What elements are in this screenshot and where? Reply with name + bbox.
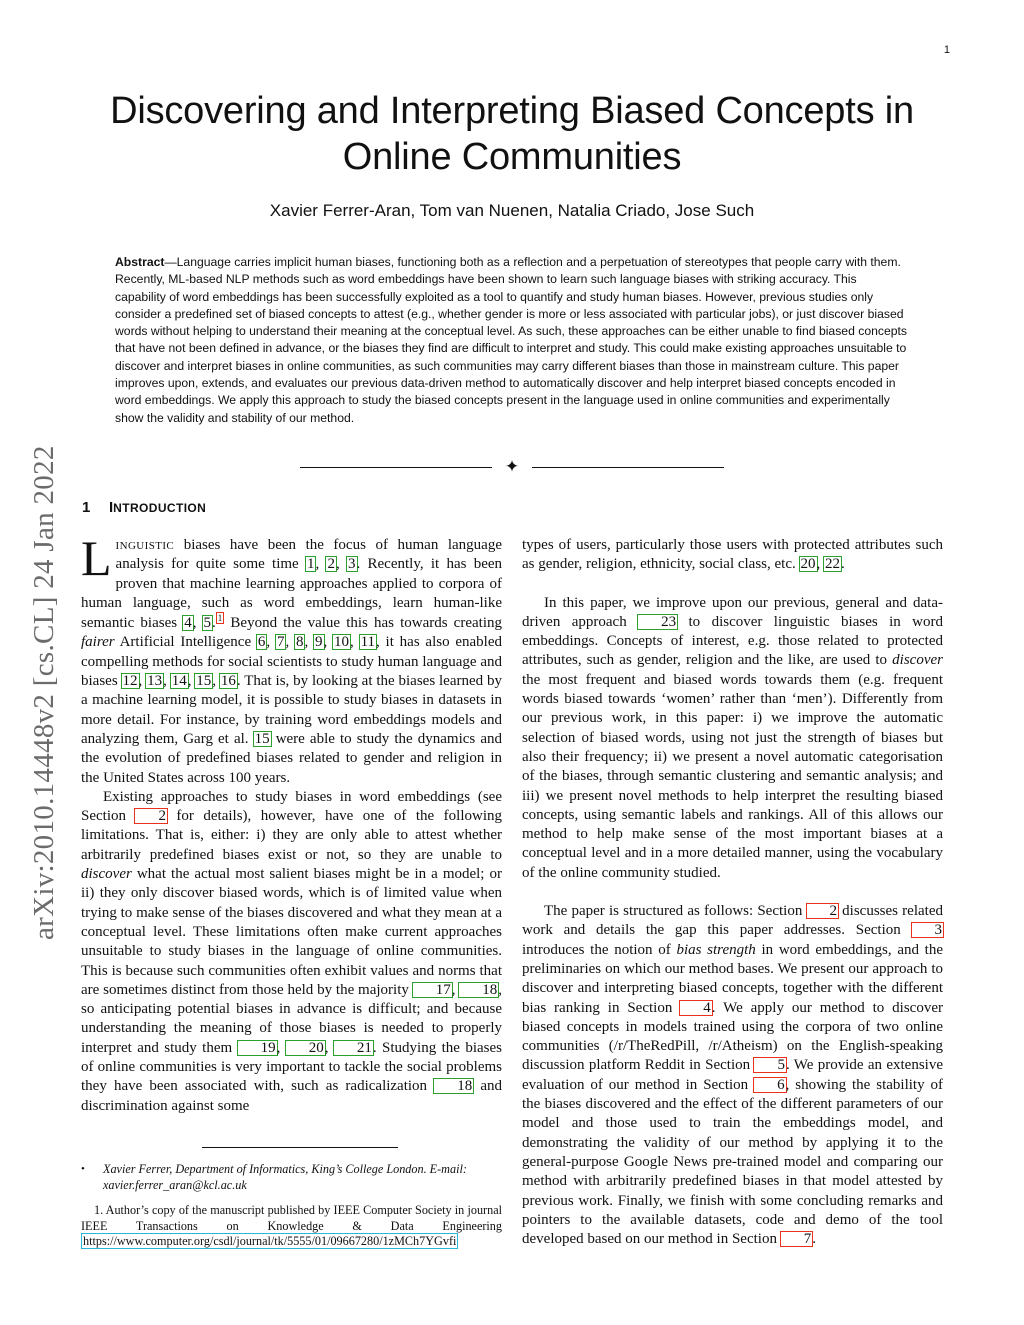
author-list: Xavier Ferrer-Aran, Tom van Nuenen, Natalia Criado, Jose Such xyxy=(269,201,755,220)
citation-link[interactable]: 12 xyxy=(122,673,138,690)
citation-link[interactable]: 22 xyxy=(825,556,840,573)
citation-link[interactable]: 15 xyxy=(196,673,212,690)
bullet-icon: • xyxy=(81,1163,85,1175)
small-caps-word: inguistic xyxy=(115,537,175,553)
left-column xyxy=(81,530,503,1116)
citation-link[interactable]: 6 xyxy=(257,634,266,651)
section-divider xyxy=(300,458,724,478)
section-link[interactable]: 5 xyxy=(753,1057,787,1073)
citation-link[interactable]: 19 xyxy=(237,1040,278,1056)
divider-line-right xyxy=(532,467,724,468)
citation-link[interactable]: 20 xyxy=(800,556,816,573)
intro-paragraph-1: Linguistic biases have been the focus of human language analysis for quite some time 1, 2, 3. Recently, it has been proven that machine learning approaches applied to corpora of human language, such as word embeddings, learn human-like semantic biases 4, 5. $^1$ Beyond the value this has towards creating fairer Artificial Intelligence 6, 7, 8, 9, 10, 11, it has also enabled compelling methods for social scientists to study human language and biases 12, 13, 14, 15, 16. That is, by looking at the biases learned by a machine learning model, it is possible to study biases in datasets in more detail. For instance, by training word embeddings models and analyzing them, Garg et al. 15 were able to study the dynamics and the evolution of predefined biases related to gender and religion in the United States across 100 years. xyxy=(81,530,503,786)
abstract-text: —Language carries implicit human biases, functioning both as a reflection and a perpetuation of stereotypes that people carry with them. Recently, ML-based NLP methods such as word embeddings have been shown to learn such language biases with striking accuracy. This capability of word embeddings has been successfully exploited as a tool to quantify and study human biases. However, previous studies only consider a predefined set of biased concepts to attest (e.g., whether gender is more or less associated with particular jobs), or just discover biased words without helping to understand their meaning at the conceptual level. As such, these approaches can be either unable to find biased concepts that have not been defined in advance, or the biases they find are difficult to interpret and study. This could make existing approaches unsuitable to discover and interpret biases in online communities, as such communities may carry different biases than those in mainstream culture. This paper improves upon, extends, and evaluates our previous data-driven method to automatically discover and help interpret biased concepts encoded in word embeddings. We apply this approach to study the biased concepts present in the language used in online communities and experimentally show the validity and stability of our method. xyxy=(115,255,908,425)
abstract-label: Abstract xyxy=(115,255,165,269)
citation-link[interactable]: 8 xyxy=(295,634,304,651)
section-heading-introduction xyxy=(82,499,502,516)
author-affiliation-footnote xyxy=(81,1162,502,1193)
section-number: 1 xyxy=(82,499,91,516)
intro-paragraph-3: In this paper, we improve upon our previous, general and data-driven approach 23 to discover linguistic biases in word embeddings. Concepts of interest, e.g. those related to protected attributes, such as gender, religion and the like, are used to discover the most frequent and biased words towards them (e.g. frequent words biased towards ‘women’ rather than ‘men’). Differently from our previous work, in this paper: i) we improve the automatic selection of biased words, using not just the strength of biases but also their frequency; ii) we present a novel automatic categorisation of the biases, through semantic clustering and semantic analysis; and iii) we present novel methods to help interpret the resulting biased concepts, using semantic labels and rankings. All of this allows our method to help make sense of the most important biases at a conceptual level and in a more detailed manner, using the vocabulary of the online community studied. xyxy=(522,594,944,881)
arxiv-identifier-stamp: arXiv:2010.14448v2 [cs.CL] 24 Jan 2022 xyxy=(28,445,60,940)
citation-link[interactable]: 11 xyxy=(360,634,376,651)
citation-link[interactable]: 3 xyxy=(348,556,356,573)
right-column xyxy=(522,536,943,1249)
citation-link[interactable]: 13 xyxy=(147,673,163,690)
divider-line-left xyxy=(300,467,492,468)
citation-link[interactable]: 17 xyxy=(412,982,453,998)
intro-paragraph-4: The paper is structured as follows: Section 2 discusses related work and details the gap this paper addresses. Section 3 introduces the notion of bias strength in word embeddings, and the preliminaries on which our method bases. We present our approach to discover and interpreting biased concepts, together with the different bias ranking in Section 4. We apply our method to discover biased concepts in models trained using the corpora of two online communities (/r/TheRedPill, /r/Atheism) on the English-speaking discussion platform Reddit in Section 5. We provide an extensive evaluation of our method in Section 6, showing the stability of the biases discovered and the effect of the different parameters of our model and those used to train the embeddings model, and demonstrating the validity of our method by applying it to the general-purpose Google News pre-trained model and comparing our method with arbitrarily predefined biases in that model attested by previous work. Finally, we finish with some concluding remarks and pointers to the available datasets, code and demo of the tool developed based on our method in Section 7. xyxy=(522,903,944,1248)
section-link[interactable]: 3 xyxy=(911,922,945,938)
citation-link[interactable]: 15 xyxy=(254,730,270,747)
affiliation-text: Xavier Ferrer, Department of Informatics, King’s College London. E-mail: xavier.ferrer_aran@kcl.ac.uk xyxy=(103,1162,467,1192)
citation-link[interactable]: 1 xyxy=(306,556,315,573)
citation-link[interactable]: 16 xyxy=(220,673,236,690)
citation-link[interactable]: 2 xyxy=(327,556,335,573)
abstract xyxy=(115,254,910,427)
citation-link[interactable]: 23 xyxy=(637,614,678,630)
section-link[interactable]: 4 xyxy=(679,1000,713,1016)
drop-cap: L xyxy=(81,530,112,586)
section-link[interactable]: 2 xyxy=(134,808,168,824)
divider-diamond-icon: ✦ xyxy=(504,457,520,477)
intro-paragraph-2-continued: types of users, particularly those users with protected attributes such as gender, religion, ethnicity, social class, etc. 20, 22. xyxy=(522,537,943,573)
footnote-marker[interactable]: 1 xyxy=(217,613,223,624)
citation-link[interactable]: 7 xyxy=(276,634,285,651)
citation-link[interactable]: 5 xyxy=(203,615,212,632)
citation-link[interactable]: 18 xyxy=(458,982,499,998)
page-number: 1 xyxy=(943,44,950,56)
section-link[interactable]: 6 xyxy=(753,1077,787,1093)
section-title-initial: I xyxy=(109,499,114,516)
intro-paragraph-2: Existing approaches to study biases in word embeddings (see Section 2 for details), however, have one of the following limitations. That is, either: i) they are only able to attest whether arbitrarily predefined biases exist or not, so they are unable to discover what the actual most salient biases might be in a model; or ii) they only discover biased words, which is of limited value when trying to make sense of the biases discovered and what they mean at a conceptual level. These limitations often make current approaches unsuitable to study biases in the language of online communities. This is because such communities often exhibit values and norms that are sometimes distinct from those held by the majority 17, 18, so anticipating potential biases in advance is difficult; and because understanding the meaning of those biases is needed to properly interpret and study them 19, 20, 21. Studying the biases of online communities is very important to tackle the social problems they have been associated with, such as radicalization 18 and discrimination against some xyxy=(81,788,503,1114)
citation-link[interactable]: 4 xyxy=(184,615,192,632)
paper-title: Discovering and Interpreting Biased Concepts in Online Communities xyxy=(110,90,914,178)
citation-link[interactable]: 10 xyxy=(334,634,350,651)
footnote-1 xyxy=(81,1203,502,1250)
citation-link[interactable]: 9 xyxy=(315,634,323,651)
section-link[interactable]: 7 xyxy=(780,1231,814,1247)
footnote-1-text: 1. Author’s copy of the manuscript published by IEEE Computer Society in journal IEEE Transactions on Knowledge & Data Engineering xyxy=(81,1203,502,1233)
citation-link[interactable]: 14 xyxy=(171,673,187,690)
citation-link[interactable]: 18 xyxy=(433,1078,474,1094)
citation-link[interactable]: 20 xyxy=(285,1040,326,1056)
section-link[interactable]: 2 xyxy=(806,903,840,919)
section-title-rest: NTRODUCTION xyxy=(113,501,207,515)
footnote-rule xyxy=(202,1147,398,1148)
citation-link[interactable]: 21 xyxy=(333,1040,374,1056)
manuscript-url-link[interactable]: https://www.computer.org/csdl/journal/tk/5555/01/09667280/1zMCh7YGvfi xyxy=(83,1234,457,1248)
